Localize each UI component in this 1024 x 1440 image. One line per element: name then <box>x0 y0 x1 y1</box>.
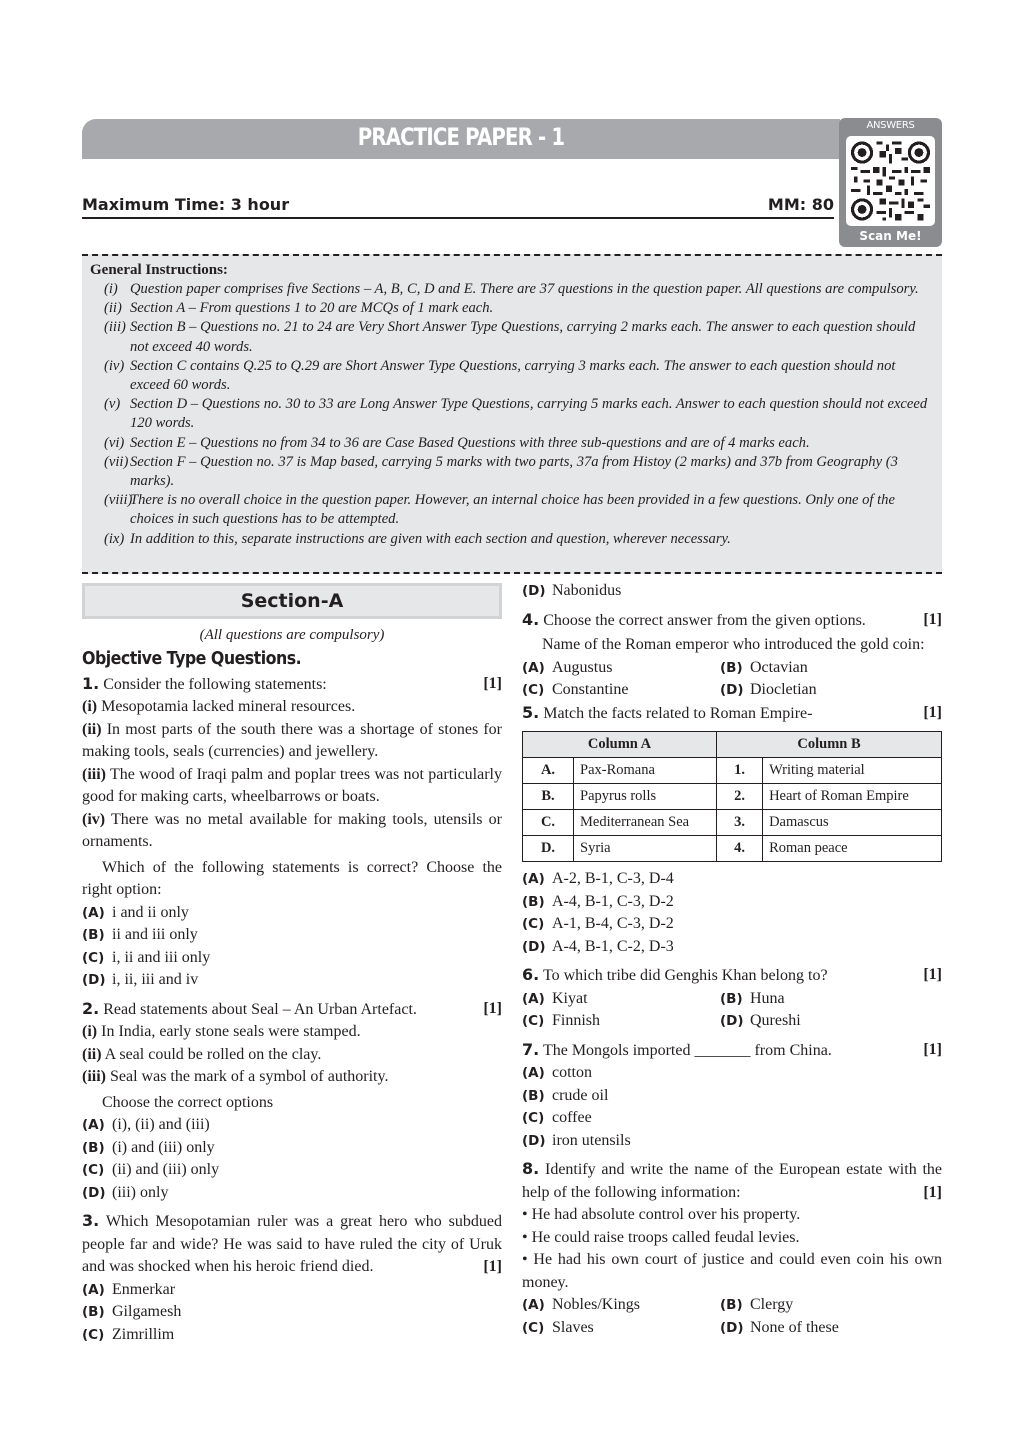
left-column <box>82 580 502 1346</box>
qr-top-label: ANSWERS <box>866 120 915 131</box>
instruction-item: (iii) Section B – Questions no. 21 to 24 are Very Short Answer Type Questions, carrying 2 marks each. The answer to each question should not exceed 40 words. <box>104 319 916 355</box>
statement: (iii) Seal was the mark of a symbol of authority. <box>82 1068 389 1085</box>
marks: [1] <box>483 1258 502 1275</box>
option[interactable]: (D) Qureshi <box>720 1012 801 1029</box>
instruction-item: (viii) There is no overall choice in the question paper. However, an internal choice has been provided in a few questions. Only one of the choices in such questions has to be attempted. <box>104 492 895 528</box>
question-number: 6. <box>522 965 540 984</box>
option[interactable]: (D) Nabonidus <box>522 582 622 599</box>
question-8 <box>522 1158 942 1204</box>
question-3 <box>82 1210 502 1279</box>
question-4 <box>522 609 942 633</box>
option[interactable]: (D) (iii) only <box>82 1183 169 1201</box>
question-text: To which tribe did Genghis Khan belong to? <box>542 967 828 984</box>
option[interactable]: (B) ii and iii only <box>82 926 198 943</box>
question-text: Choose the correct answer from the given options. <box>543 611 866 629</box>
option[interactable]: (B) Octavian <box>720 658 808 676</box>
question-prompt: Name of the Roman emperor who introduced the gold coin: <box>542 636 925 653</box>
option[interactable]: (B) (i) and (iii) only <box>82 1138 215 1156</box>
options-grid <box>522 657 942 702</box>
question-text: Which Mesopotamian ruler was a great hero who subdued people far and wide? He was said to have ruled the city of Uruk and was shocked when his heroic friend died. <box>82 1213 503 1275</box>
options-grid <box>522 1294 942 1339</box>
bullet-item: • He could raise troops called feudal levies. <box>522 1228 800 1246</box>
table-row: A. Pax-Romana 1. Writing material <box>523 758 942 784</box>
question-text: Match the facts related to Roman Empire- <box>543 704 813 722</box>
option[interactable]: (B) Gilgamesh <box>82 1303 182 1320</box>
question-text: Identify and write the name of the European estate with the help of the following information: <box>522 1161 942 1201</box>
column-header: Column A <box>523 732 717 758</box>
statement: (i) Mesopotamia lacked mineral resources. <box>82 698 356 715</box>
question-number: 7. <box>522 1039 540 1059</box>
instruction-item: (ii) Section A – From questions 1 to 20 are MCQs of 1 mark each. <box>104 300 494 317</box>
match-table <box>522 731 942 862</box>
table-row: D. Syria 4. Roman peace <box>523 836 942 862</box>
table-row: B. Papyrus rolls 2. Heart of Roman Empire <box>523 784 942 810</box>
marks: [1] <box>923 703 942 721</box>
question-number: 1. <box>82 673 100 693</box>
option[interactable]: (A) A-2, B-1, C-3, D-4 <box>522 870 674 887</box>
statement: (ii) A seal could be rolled on the clay. <box>82 1045 322 1063</box>
option[interactable]: (B) A-4, B-1, C-3, D-2 <box>522 892 674 910</box>
objective-title: Objective Type Questions. <box>82 648 302 669</box>
option[interactable]: (D) iron utensils <box>522 1131 631 1149</box>
option[interactable]: (C) Constantine <box>522 681 629 698</box>
bullet-item: • He had his own court of justice and could even coin his own money. <box>522 1251 942 1291</box>
option[interactable]: (A) Augustus <box>522 658 613 676</box>
marks: [1] <box>923 1040 942 1058</box>
option[interactable]: (C) Zimrillim <box>82 1325 175 1343</box>
section-note: (All questions are compulsory) <box>199 627 385 643</box>
paper-meta <box>82 195 834 219</box>
instruction-item: (iv) Section C contains Q.25 to Q.29 are Short Answer Type Questions, carrying 3 marks each. The answer to each question should not exceed 60 words. <box>104 357 896 394</box>
marks: [1] <box>483 999 502 1017</box>
question-number: 8. <box>522 1159 540 1178</box>
right-column <box>522 580 942 1339</box>
option[interactable]: (D) A-4, B-1, C-2, D-3 <box>522 937 674 955</box>
option[interactable]: (C) A-1, B-4, C-3, D-2 <box>522 915 674 932</box>
section-heading: Section-A <box>82 583 502 619</box>
option[interactable]: (C) (ii) and (iii) only <box>82 1161 220 1178</box>
option[interactable]: (C) Finnish <box>522 1012 601 1029</box>
marks: [1] <box>923 1183 942 1201</box>
question-text: Read statements about Seal – An Urban Artefact. <box>103 1000 417 1018</box>
statement: (i) In India, early stone seals were stamped. <box>82 1023 361 1040</box>
instruction-item: (ix) In addition to this, separate instructions are given with each section and question, wherever necessary. <box>104 530 731 547</box>
question-7 <box>522 1039 942 1063</box>
option[interactable]: (D) Diocletian <box>720 681 817 698</box>
marks: [1] <box>923 966 942 983</box>
option[interactable]: (A) (i), (ii) and (iii) <box>82 1116 210 1133</box>
question-6 <box>522 964 942 988</box>
instructions-title: General Instructions: <box>90 262 228 278</box>
option[interactable]: (A) cotton <box>522 1064 592 1081</box>
bullet-item: • He had absolute control over his property. <box>522 1206 801 1223</box>
question-5 <box>522 702 942 726</box>
question-text: Consider the following statements: <box>103 675 327 693</box>
question-number: 3. <box>82 1211 100 1230</box>
statement: (iii) The wood of Iraqi palm and poplar trees was not particularly good for making carts, wheelbarrows or boats. <box>82 765 503 805</box>
option[interactable]: (A) Enmerkar <box>82 1280 176 1298</box>
options-grid <box>522 988 942 1033</box>
question-2 <box>82 998 502 1022</box>
question-number: 4. <box>522 609 540 629</box>
qr-scan-label: Scan Me! <box>859 229 922 243</box>
statement: (ii) In most parts of the south there was a shortage of stones for making tools, seals (currencies) and jewellery. <box>82 720 502 760</box>
question-number: 2. <box>82 998 100 1018</box>
question-text: The Mongols imported _______ from China. <box>542 1041 832 1059</box>
page-title: PRACTICE PAPER - 1 <box>357 123 565 151</box>
option[interactable]: (B) Huna <box>720 989 785 1007</box>
option[interactable]: (A) Nobles/Kings <box>522 1296 640 1313</box>
option[interactable]: (C) coffee <box>522 1109 592 1126</box>
option[interactable]: (C) i, ii and iii only <box>82 948 211 966</box>
column-header: Column B <box>717 732 942 758</box>
marks: [1] <box>483 674 502 692</box>
qr-code-icon[interactable] <box>846 136 935 226</box>
option[interactable]: (A) Kiyat <box>522 989 588 1007</box>
instruction-item: (vi) Section E – Questions no from 34 to 36 are Case Based Questions with three sub-questions and are of 4 marks each. <box>104 434 810 451</box>
max-time: Maximum Time: 3 hour <box>82 195 290 214</box>
statement: (iv) There was no metal available for making tools, utensils or ornaments. <box>82 810 502 850</box>
max-marks: MM: 80 <box>767 195 834 214</box>
question-prompt: Which of the following statements is correct? Choose the right option: <box>82 858 502 898</box>
question-1 <box>82 673 502 697</box>
instruction-item: (v) Section D – Questions no. 30 to 33 are Long Answer Type Questions, carrying 5 marks each. Answer to each question should not exceed 120 words. <box>104 396 928 432</box>
option[interactable]: (B) Clergy <box>720 1296 794 1313</box>
question-number: 5. <box>522 702 540 722</box>
option[interactable]: (D) i, ii, iii and iv <box>82 971 199 988</box>
option[interactable]: (A) i and ii only <box>82 903 189 921</box>
option[interactable]: (D) None of these <box>720 1318 839 1336</box>
instruction-item: (vii) Section F – Question no. 37 is Map based, carrying 5 marks with two parts, 37a from Histoy (2 marks) and 37b from Geography (3 marks). <box>104 453 898 490</box>
general-instructions <box>82 254 942 574</box>
option[interactable]: (C) Slaves <box>522 1318 594 1336</box>
question-prompt: Choose the correct options <box>102 1093 274 1111</box>
marks: [1] <box>923 610 942 628</box>
title-banner <box>82 119 840 159</box>
option[interactable]: (B) crude oil <box>522 1086 609 1104</box>
instruction-item: (i) Question paper comprises five Sections – A, B, C, D and E. There are 37 questions in the question paper. All questions are compulsory. <box>104 281 919 297</box>
answers-qr-box[interactable] <box>839 118 942 247</box>
table-row: C. Mediterranean Sea 3. Damascus <box>523 810 942 836</box>
